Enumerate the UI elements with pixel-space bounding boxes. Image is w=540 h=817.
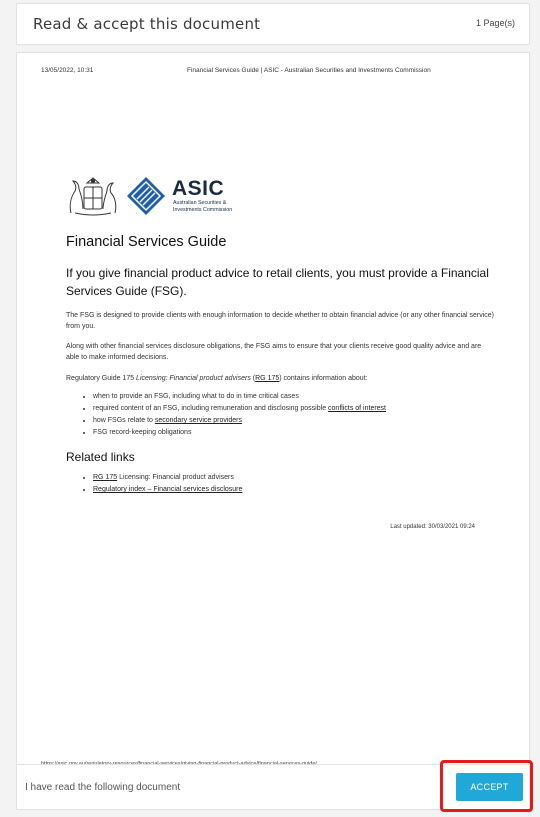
list-item: • FSG record-keeping obligations xyxy=(93,427,503,439)
logo-wordmark: ASIC xyxy=(172,177,225,200)
last-updated: Last updated: 30/03/2021 09:24 xyxy=(390,524,475,530)
document-heading: Financial Services Guide xyxy=(66,234,227,250)
regulatory-index-link[interactable]: Regulatory index – Financial services disclosure xyxy=(93,486,243,493)
asic-logo xyxy=(65,175,265,217)
related-links-heading: Related links xyxy=(66,450,135,464)
rg175-related-link[interactable]: RG 175 xyxy=(93,474,118,481)
list-item: • RG 175 Licensing: Financial product advisers xyxy=(93,472,493,484)
document-header-card xyxy=(16,3,530,45)
paragraph-fsg-purpose: The FSG is designed to provide clients with enough information to decide whether to obtain financial advice (or any other financial service) from you. xyxy=(66,312,495,330)
conflicts-of-interest-link[interactable]: conflicts of interest xyxy=(328,405,386,412)
asic-diamond-icon xyxy=(127,177,165,215)
print-page-title: Financial Services Guide | ASIC - Australian Securities and Investments Commission xyxy=(187,67,431,74)
list-item xyxy=(93,484,493,496)
rg175-topics-list xyxy=(81,391,503,439)
document-viewer[interactable] xyxy=(16,52,530,770)
list-item: • when to provide an FSG, including what to do in time critical cases xyxy=(93,391,503,403)
document-lead: If you give financial product advice to retail clients, you must provide a Financial Services Guide (FSG). xyxy=(66,266,489,298)
paragraph-rg175: Regulatory Guide 175 Licensing: Financial product advisers (RG 175) contains information about: xyxy=(66,375,368,382)
page-title: Read & accept this document xyxy=(33,15,261,33)
logo-subtitle: Australian Securities & Investments Commission xyxy=(173,200,233,213)
accept-button[interactable]: ACCEPT xyxy=(456,773,523,801)
secondary-service-providers-link[interactable]: secondary service providers xyxy=(154,417,243,424)
read-confirmation-text: I have read the following document xyxy=(25,782,181,793)
rg175-link[interactable]: RG 175 xyxy=(255,375,280,382)
print-datetime: 13/05/2022, 10:31 xyxy=(41,67,94,74)
related-links-list xyxy=(81,472,493,496)
list-item: • required content of an FSG, including remuneration and disclosing possible conflicts of interest xyxy=(93,403,503,415)
paragraph-disclosure: Along with other financial services disclosure obligations, the FSG aims to ensure that your clients receive good quality advice and are able to make informed decisions. xyxy=(66,343,482,361)
page-count: 1 Page(s) xyxy=(475,18,515,28)
coat-of-arms-icon xyxy=(65,175,121,217)
list-item: • how FSGs relate to secondary service providers xyxy=(93,415,503,427)
